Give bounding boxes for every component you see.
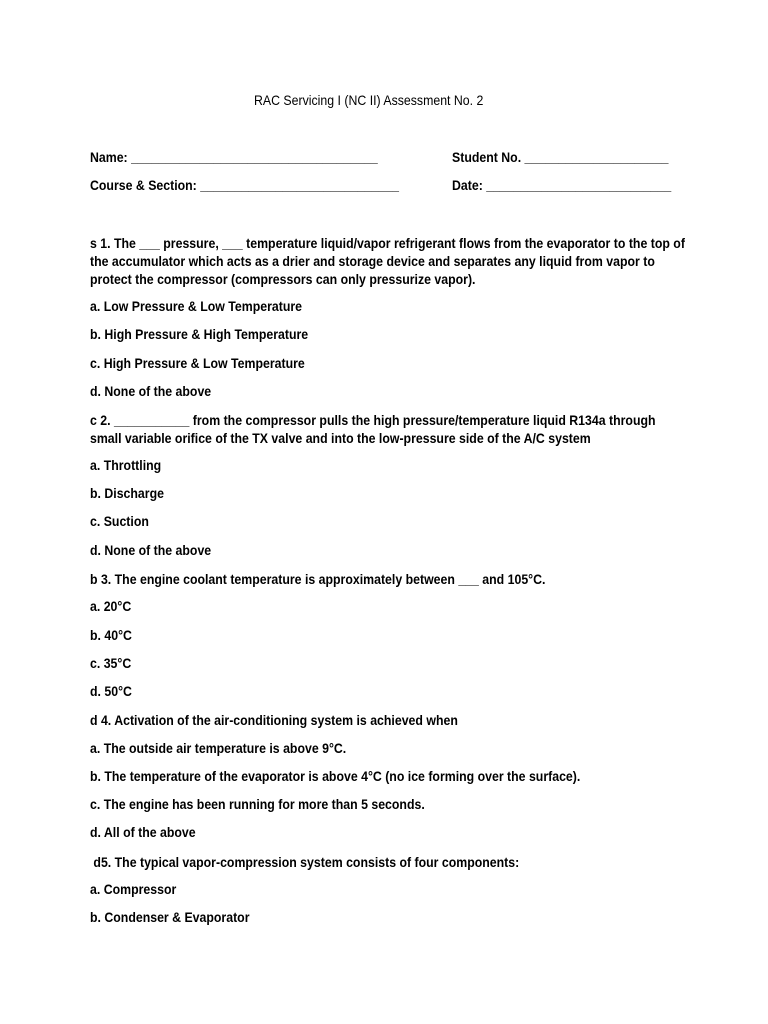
question-3 — [90, 570, 690, 588]
name-field — [90, 149, 417, 165]
question-2-option-c — [90, 513, 157, 529]
option-text: a. Low Pressure & Low Temperature — [90, 298, 303, 314]
question-1-text: s 1. The ___ pressure, ___ temperature liquid/vapor refrigerant flows from the evaporator to the top of the accumulator which acts as a drier and storage device and separates any liquid from vapor to protect the compressor (compressors can only pressurize vapor). — [90, 235, 685, 287]
option-text: b. The temperature of the evaporator is above 4°C (no ice forming over the surface). — [90, 768, 581, 784]
question-3-option-c — [90, 655, 137, 671]
question-2-option-b — [90, 485, 174, 501]
option-text: b. High Pressure & High Temperature — [90, 326, 309, 342]
option-text: a. 20°C — [90, 598, 132, 614]
question-4-option-a — [90, 740, 381, 756]
question-3-option-a — [90, 598, 137, 614]
course-section-field — [90, 177, 441, 193]
question-5-option-a — [90, 881, 188, 897]
option-text: d. None of the above — [90, 542, 212, 558]
question-2 — [90, 411, 690, 447]
question-2-option-d — [90, 542, 228, 558]
option-text: d. 50°C — [90, 683, 132, 699]
option-text: b. Condenser & Evaporator — [90, 909, 250, 925]
option-text: c. The engine has been running for more than 5 seconds. — [90, 796, 425, 812]
question-5-text: d5. The typical vapor-compression system consists of four components: — [90, 854, 520, 870]
question-1 — [90, 234, 690, 288]
question-1-option-c — [90, 355, 334, 371]
option-text: c. 35°C — [90, 655, 132, 671]
question-1-option-b — [90, 326, 338, 342]
option-text: c. High Pressure & Low Temperature — [90, 355, 305, 371]
question-5 — [90, 853, 690, 871]
course-section-field-text: Course & Section: _____________________________ — [90, 177, 399, 193]
option-text: a. The outside air temperature is above 9°C. — [90, 740, 347, 756]
question-3-text: b 3. The engine coolant temperature is approximately between ___ and 105°C. — [90, 571, 546, 587]
document-title — [0, 92, 768, 108]
option-text: c. Suction — [90, 513, 149, 529]
date-field — [452, 177, 701, 193]
name-field-text: Name: ____________________________________ — [90, 149, 378, 165]
question-4-option-b — [90, 768, 647, 784]
question-2-option-a — [90, 457, 171, 473]
option-text: d. None of the above — [90, 383, 212, 399]
date-field-text: Date: ___________________________ — [452, 177, 672, 193]
question-3-option-b — [90, 627, 138, 643]
question-2-text: c 2. ___________ from the compressor pulls the high pressure/temperature liquid R134a through small variable orifice of the TX valve and into the low-pressure side of the A/C system — [90, 412, 656, 446]
question-4-option-d — [90, 824, 210, 840]
question-4 — [90, 711, 690, 729]
question-1-option-d — [90, 383, 228, 399]
question-4-option-c — [90, 796, 470, 812]
question-5-option-b — [90, 909, 271, 925]
document-title-text: RAC Servicing I (NC II) Assessment No. 2 — [253, 92, 484, 108]
student-no-field — [452, 149, 698, 165]
option-text: b. Discharge — [90, 485, 164, 501]
option-text: a. Compressor — [90, 881, 177, 897]
question-1-option-a — [90, 298, 331, 314]
option-text: d. All of the above — [90, 824, 196, 840]
student-no-field-text: Student No. _____________________ — [452, 149, 669, 165]
question-4-text: d 4. Activation of the air-conditioning system is achieved when — [90, 712, 458, 728]
question-3-option-d — [90, 683, 138, 699]
option-text: b. 40°C — [90, 627, 132, 643]
option-text: a. Throttling — [90, 457, 162, 473]
